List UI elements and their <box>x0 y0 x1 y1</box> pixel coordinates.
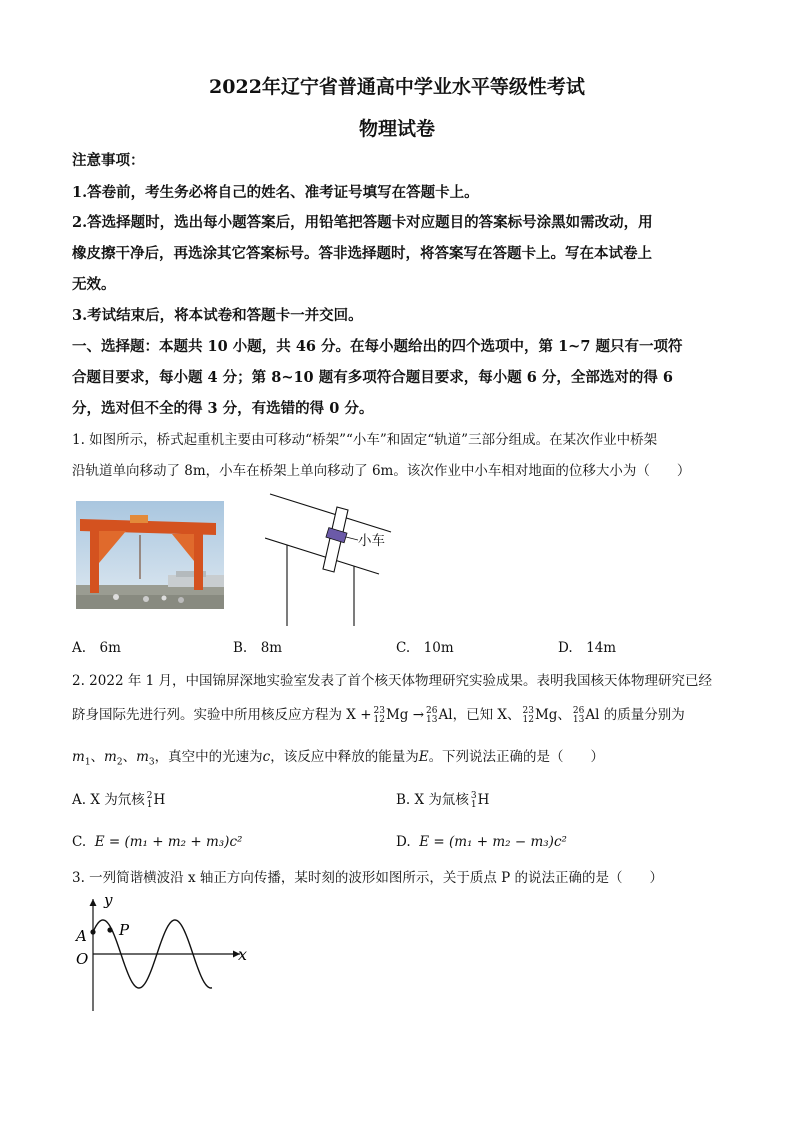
q2-option-d[interactable] <box>396 832 567 852</box>
q2-stem-line-1: 2. 2022 年 1 月，中国锦屏深地实验室发表了首个核天体物理研究实验成果。表明我国核天体物理研究已经 <box>72 673 712 689</box>
axis-label-y: y <box>104 893 113 909</box>
axis-label-x: x <box>238 945 248 964</box>
point-p-dot <box>107 927 112 932</box>
q2-option-d-label: D. <box>396 834 411 850</box>
light-speed-symbol: c <box>262 749 271 765</box>
hydrogen-symbol: H <box>477 792 490 808</box>
q1-option-d[interactable]: D. 14m <box>558 640 617 656</box>
q2-text: 跻身国际先进行列。实验中所用核反应方程为 X + <box>72 707 372 723</box>
q2-option-a-text: A. X 为氘核 <box>72 792 145 808</box>
q2-text: Al，已知 X、 <box>438 707 521 723</box>
notice-item-2-line-1: 2.答选择题时，选出每小题答案后，用铅笔把答题卡对应题目的答案标号涂黑如需改动，用 <box>72 214 653 231</box>
mg-nuclide: 23 12 <box>373 705 385 725</box>
q2-text: 、 <box>90 749 105 765</box>
q1-option-c[interactable]: C. 10m <box>396 640 454 656</box>
energy-symbol: E <box>418 749 429 765</box>
exam-subtitle: 物理试卷 <box>358 118 435 140</box>
al-nuclide: 26 13 <box>572 705 585 725</box>
q1-stem-line-1: 1. 如图所示，桥式起重机主要由可移动“桥架”“小车”和固定“轨道”三部分组成。在某次作业中桥架 <box>72 432 658 448</box>
q2-text: Mg、 <box>534 707 571 723</box>
section-1-line-1: 一、选择题：本题共 10 小题，共 46 分。在每小题给出的四个选项中，第 1~7 题只有一项符 <box>72 338 683 355</box>
q2-text: 。下列说法正确的是（ ） <box>428 749 605 765</box>
mass-symbol: m <box>104 749 117 765</box>
notice-heading: 注意事项： <box>72 152 145 169</box>
q2-option-d-formula: E = (m₁ + m₂ − m₃)c² <box>419 834 567 850</box>
q2-text: ，真空中的光速为 <box>154 749 263 765</box>
mass-symbol: m <box>136 749 149 765</box>
crane-photo <box>76 501 224 609</box>
q2-text: 、 <box>122 749 137 765</box>
origin-label: O <box>76 950 89 968</box>
point-label-p: P <box>119 921 130 939</box>
notice-item-2-line-3: 无效。 <box>72 276 116 293</box>
q1-option-a[interactable]: A. 6m <box>72 640 121 656</box>
q1-option-b[interactable]: B. 8m <box>233 640 283 656</box>
notice-item-2-line-2: 橡皮擦干净后，再选涂其它答案标号。答非选择题时，将答案写在答题卡上。写在本试卷上 <box>72 245 652 262</box>
q2-option-b-text: B. X 为氚核 <box>396 792 469 808</box>
section-1-line-2: 合题目要求，每小题 4 分；第 8~10 题有多项符合题目要求，每小题 6 分，全部选对的得 6 <box>72 369 674 386</box>
q2-option-c-label: C. <box>72 834 87 850</box>
notice-item-3: 3.考试结束后，将本试卷和答题卡一并交回。 <box>72 307 363 324</box>
al-nuclide: 26 13 <box>426 705 438 725</box>
exam-title: 2022年辽宁省普通高中学业水平等级性考试 <box>209 76 585 98</box>
mass-subscript: 1 <box>84 757 91 768</box>
triton-nuclide: 3 1 <box>470 790 477 810</box>
deuteron-nuclide: 2 1 <box>146 790 153 810</box>
diagram-label-cart: 小车 <box>358 533 385 549</box>
hydrogen-symbol: H <box>153 792 166 808</box>
notice-item-1: 1.答卷前，考生务必将自己的姓名、准考证号填写在答题卡上。 <box>72 184 479 201</box>
q2-option-c-formula: E = (m₁ + m₂ + m₃)c² <box>94 834 243 850</box>
q2-option-b[interactable] <box>396 790 489 810</box>
mass-subscript: 3 <box>148 757 155 768</box>
q1-stem-line-2: 沿轨道单向移动了 8m，小车在桥架上单向移动了 6m。该次作业中小车相对地面的位移大小为（ ） <box>72 463 691 479</box>
q2-option-c[interactable] <box>72 832 242 852</box>
q2-text: Al 的质量分别为 <box>585 707 685 723</box>
q3-stem: 3. 一列简谐横波沿 x 轴正方向传播，某时刻的波形如图所示，关于质点 P 的说法正确的是（ ） <box>72 870 664 886</box>
section-1-line-3: 分，选对但不全的得 3 分，有选错的得 0 分。 <box>72 400 374 417</box>
q2-text: ，该反应中释放的能量为 <box>270 749 419 765</box>
q2-stem-line-3 <box>72 747 604 773</box>
mg-nuclide: 23 12 <box>522 705 534 725</box>
q2-option-a[interactable] <box>72 790 165 810</box>
wave-diagram <box>72 893 262 1015</box>
mass-subscript: 2 <box>116 757 123 768</box>
crane-diagram <box>265 492 395 628</box>
q2-text: Mg → <box>385 707 425 723</box>
mass-symbol: m <box>72 749 85 765</box>
point-a-dot <box>90 929 95 934</box>
q2-stem-line-2 <box>72 705 685 725</box>
point-label-a: A <box>76 927 87 945</box>
